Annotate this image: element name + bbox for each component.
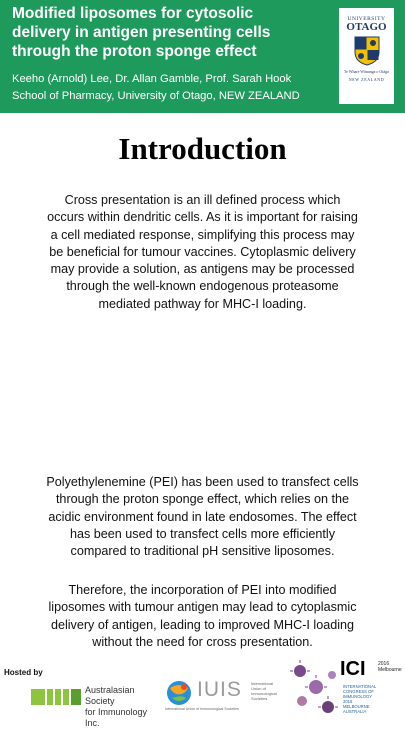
iuis-wordmark: IUIS bbox=[197, 678, 242, 701]
intro-paragraph-1: Cross presentation is an ill defined process which occurs within dendritic cells. As it is important for raising a cell mediated response, simplifying this process may be beneficial for tumour vaccines. Cytoplasmic delivery may provide a solution, as antigens may be processed through the well-known endogenous proteasome mediated pathway for MHC-I loading. bbox=[47, 193, 358, 311]
asi-name: Australasian Society for Immunology Inc. bbox=[85, 685, 148, 728]
iuis-logo bbox=[163, 676, 281, 712]
intro-paragraph-2: Polyethylenemine (PEI) has been used to transfect cells through the proton sponge effect, which relies on the acidic environment found in late endosomes. The effect has been used to transfect cells more efficiently compared to traditional pH sensitive liposomes. bbox=[46, 475, 359, 559]
poster-title: Modified liposomes for cytosolic delivery in antigen presenting cells through the proton sponge effect bbox=[12, 5, 271, 60]
affiliation-line: School of Pharmacy, University of Otago, NEW ZEALAND bbox=[12, 90, 300, 102]
asi-logo bbox=[31, 681, 151, 728]
header-banner bbox=[0, 0, 405, 113]
otago-crest-icon bbox=[354, 36, 380, 66]
iuis-globe-icon bbox=[164, 678, 194, 708]
ici-logo bbox=[288, 657, 405, 720]
iuis-side-text: International Union of Immunological Societies bbox=[251, 681, 277, 701]
ici-cells-icon bbox=[288, 657, 343, 719]
ici-wordmark: ICI bbox=[340, 658, 366, 680]
hosted-by-label: Hosted by bbox=[4, 668, 43, 677]
iuis-subtitle: International Union of Immunological Societies bbox=[165, 707, 239, 711]
ici-side-text: 2016 Melbourne bbox=[378, 661, 402, 673]
university-logo: UNIVERSITY OTAGO Te Whare Wānanga o Otāgo NEW ZEALAND bbox=[339, 8, 394, 104]
ici-subtitle: INTERNATIONAL CONGRESS OF IMMUNOLOGY 2016 MELBOURNE AUSTRALIA bbox=[343, 684, 377, 714]
section-heading: Introduction bbox=[118, 131, 287, 166]
authors-line: Keeho (Arnold) Lee, Dr. Allan Gamble, Prof. Sarah Hook bbox=[12, 73, 292, 85]
intro-paragraph-3: Therefore, the incorporation of PEI into modified liposomes with tumour antigen may lead to cytoplasmic delivery of antigen, leading to improved MHC-I loading without the need for cross presentation. bbox=[48, 583, 357, 649]
author-block bbox=[12, 71, 332, 105]
asi-logo-icon bbox=[31, 685, 83, 709]
